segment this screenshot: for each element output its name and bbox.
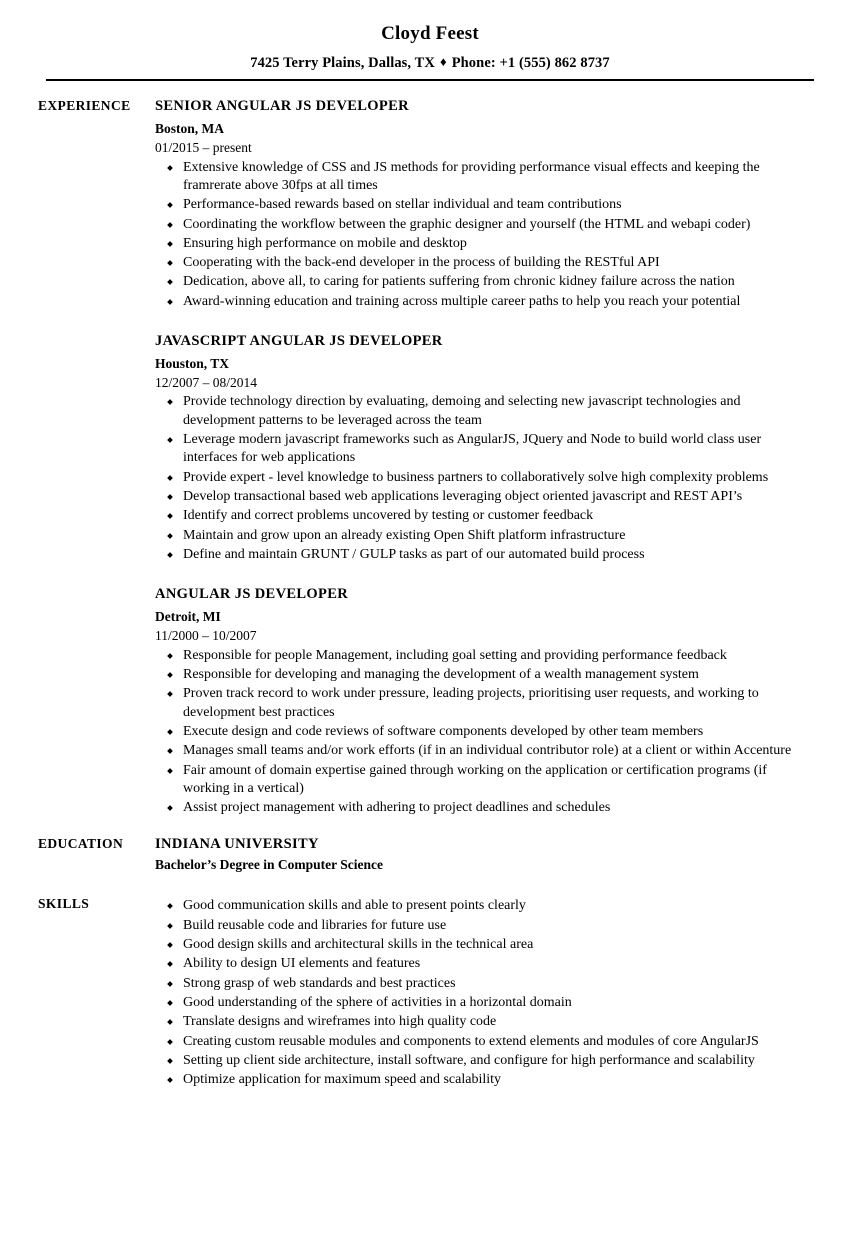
job-dates: 01/2015 – present (155, 139, 252, 155)
contact-line (0, 55, 860, 72)
bullet-item: Cooperating with the back-end developer in the process of building the RESTful API (155, 254, 810, 272)
bullet-item: Ensuring high performance on mobile and desktop (155, 235, 810, 253)
bullet-item: Award-winning education and training across multiple career paths to help you reach your potential (155, 293, 810, 311)
bullet-item: Creating custom reusable modules and components to extend elements and modules of core AngularJS (155, 1033, 810, 1051)
bullet-item: Define and maintain GRUNT / GULP tasks as part of our automated build process (155, 546, 810, 564)
bullet-item: Develop transactional based web applications leveraging object oriented javascript and REST API’s (155, 488, 810, 506)
experience-entry (155, 97, 810, 311)
bullet-item: Provide technology direction by evaluating, demoing and selecting new javascript technologies and development patterns to be leveraged across the team (155, 393, 810, 430)
bullet-item: Provide expert - level knowledge to business partners to collaboratively solve high complexity problems (155, 469, 810, 487)
bullet-item: Dedication, above all, to caring for patients suffering from chronic kidney failure across the nation (155, 273, 810, 291)
skills-list (155, 895, 810, 1089)
job-title: SENIOR ANGULAR JS DEVELOPER (155, 98, 409, 115)
bullet-item: Setting up client side architecture, install software, and configure for high performance and scalability (155, 1052, 810, 1070)
bullet-item: Strong grasp of web standards and best practices (155, 975, 810, 993)
resume-content (0, 97, 860, 1089)
experience-entry (155, 332, 810, 564)
job-bullets (155, 159, 810, 312)
experience-entry (155, 585, 810, 817)
bullet-item: Manages small teams and/or work efforts (if in an individual contributor role) at a client or within Accenture (155, 742, 810, 760)
section-label-skills: SKILLS (38, 896, 90, 912)
bullet-item: Execute design and code reviews of software components developed by other team members (155, 723, 810, 741)
bullet-item: Maintain and grow upon an already existing Open Shift platform infrastructure (155, 527, 810, 545)
bullet-item: Translate designs and wireframes into high quality code (155, 1013, 810, 1031)
bullet-item: Fair amount of domain expertise gained through working on the application or certification programs (if working in a vertical) (155, 762, 810, 799)
bullet-item: Performance-based rewards based on stellar individual and team contributions (155, 196, 810, 214)
bullet-item: Good design skills and architectural skills in the technical area (155, 936, 810, 954)
job-location: Boston, MA (155, 121, 225, 137)
education-degree: Bachelor’s Degree in Computer Science (155, 857, 383, 873)
contact-address: 7425 Terry Plains, Dallas, TX (250, 54, 435, 71)
contact-phone: Phone: +1 (555) 862 8737 (451, 54, 610, 71)
bullet-item: Good understanding of the sphere of activities in a horizontal domain (155, 994, 810, 1012)
bullet-item: Extensive knowledge of CSS and JS methods for providing performance visual effects and keeping the framrerate above 30fps at all times (155, 159, 810, 196)
job-dates: 12/2007 – 08/2014 (155, 374, 258, 390)
bullet-item: Assist project management with adhering to project deadlines and schedules (155, 799, 810, 817)
bullet-item: Proven track record to work under pressure, leading projects, prioritising user requests, and working to development best practices (155, 685, 810, 722)
education-list (155, 835, 810, 875)
education-school: INDIANA UNIVERSITY (155, 835, 319, 852)
bullet-item: Build reusable code and libraries for future use (155, 917, 810, 935)
education-entry (155, 835, 810, 875)
candidate-name: Cloyd Feest (381, 23, 479, 44)
skills-bullets (155, 897, 810, 1089)
job-title: ANGULAR JS DEVELOPER (155, 586, 349, 603)
bullet-item: Leverage modern javascript frameworks such as AngularJS, JQuery and Node to build world class user interfaces for web applications (155, 431, 810, 468)
bullet-item: Coordinating the workflow between the graphic designer and yourself (the HTML and webapi coder) (155, 216, 810, 234)
section-label-education: EDUCATION (38, 835, 124, 851)
job-title: JAVASCRIPT ANGULAR JS DEVELOPER (155, 333, 443, 350)
job-dates: 11/2000 – 10/2007 (155, 628, 257, 644)
bullet-item: Responsible for developing and managing the development of a wealth management system (155, 666, 810, 684)
diamond-separator-icon: ♦ (439, 53, 447, 69)
section-education (38, 835, 838, 875)
bullet-item: Optimize application for maximum speed and scalability (155, 1071, 810, 1089)
job-bullets (155, 647, 810, 818)
bullet-item: Good communication skills and able to present points clearly (155, 897, 810, 915)
section-label-experience: EXPERIENCE (38, 98, 131, 114)
job-location: Houston, TX (155, 355, 230, 371)
job-bullets (155, 393, 810, 564)
bullet-item: Responsible for people Management, including goal setting and providing performance feedback (155, 647, 810, 665)
section-skills (38, 895, 838, 1089)
section-experience (38, 97, 838, 817)
job-location: Detroit, MI (155, 609, 221, 625)
header-divider (46, 79, 814, 82)
experience-list (155, 97, 810, 817)
bullet-item: Ability to design UI elements and features (155, 955, 810, 973)
resume-header (0, 0, 860, 81)
bullet-item: Identify and correct problems uncovered by testing or customer feedback (155, 507, 810, 525)
